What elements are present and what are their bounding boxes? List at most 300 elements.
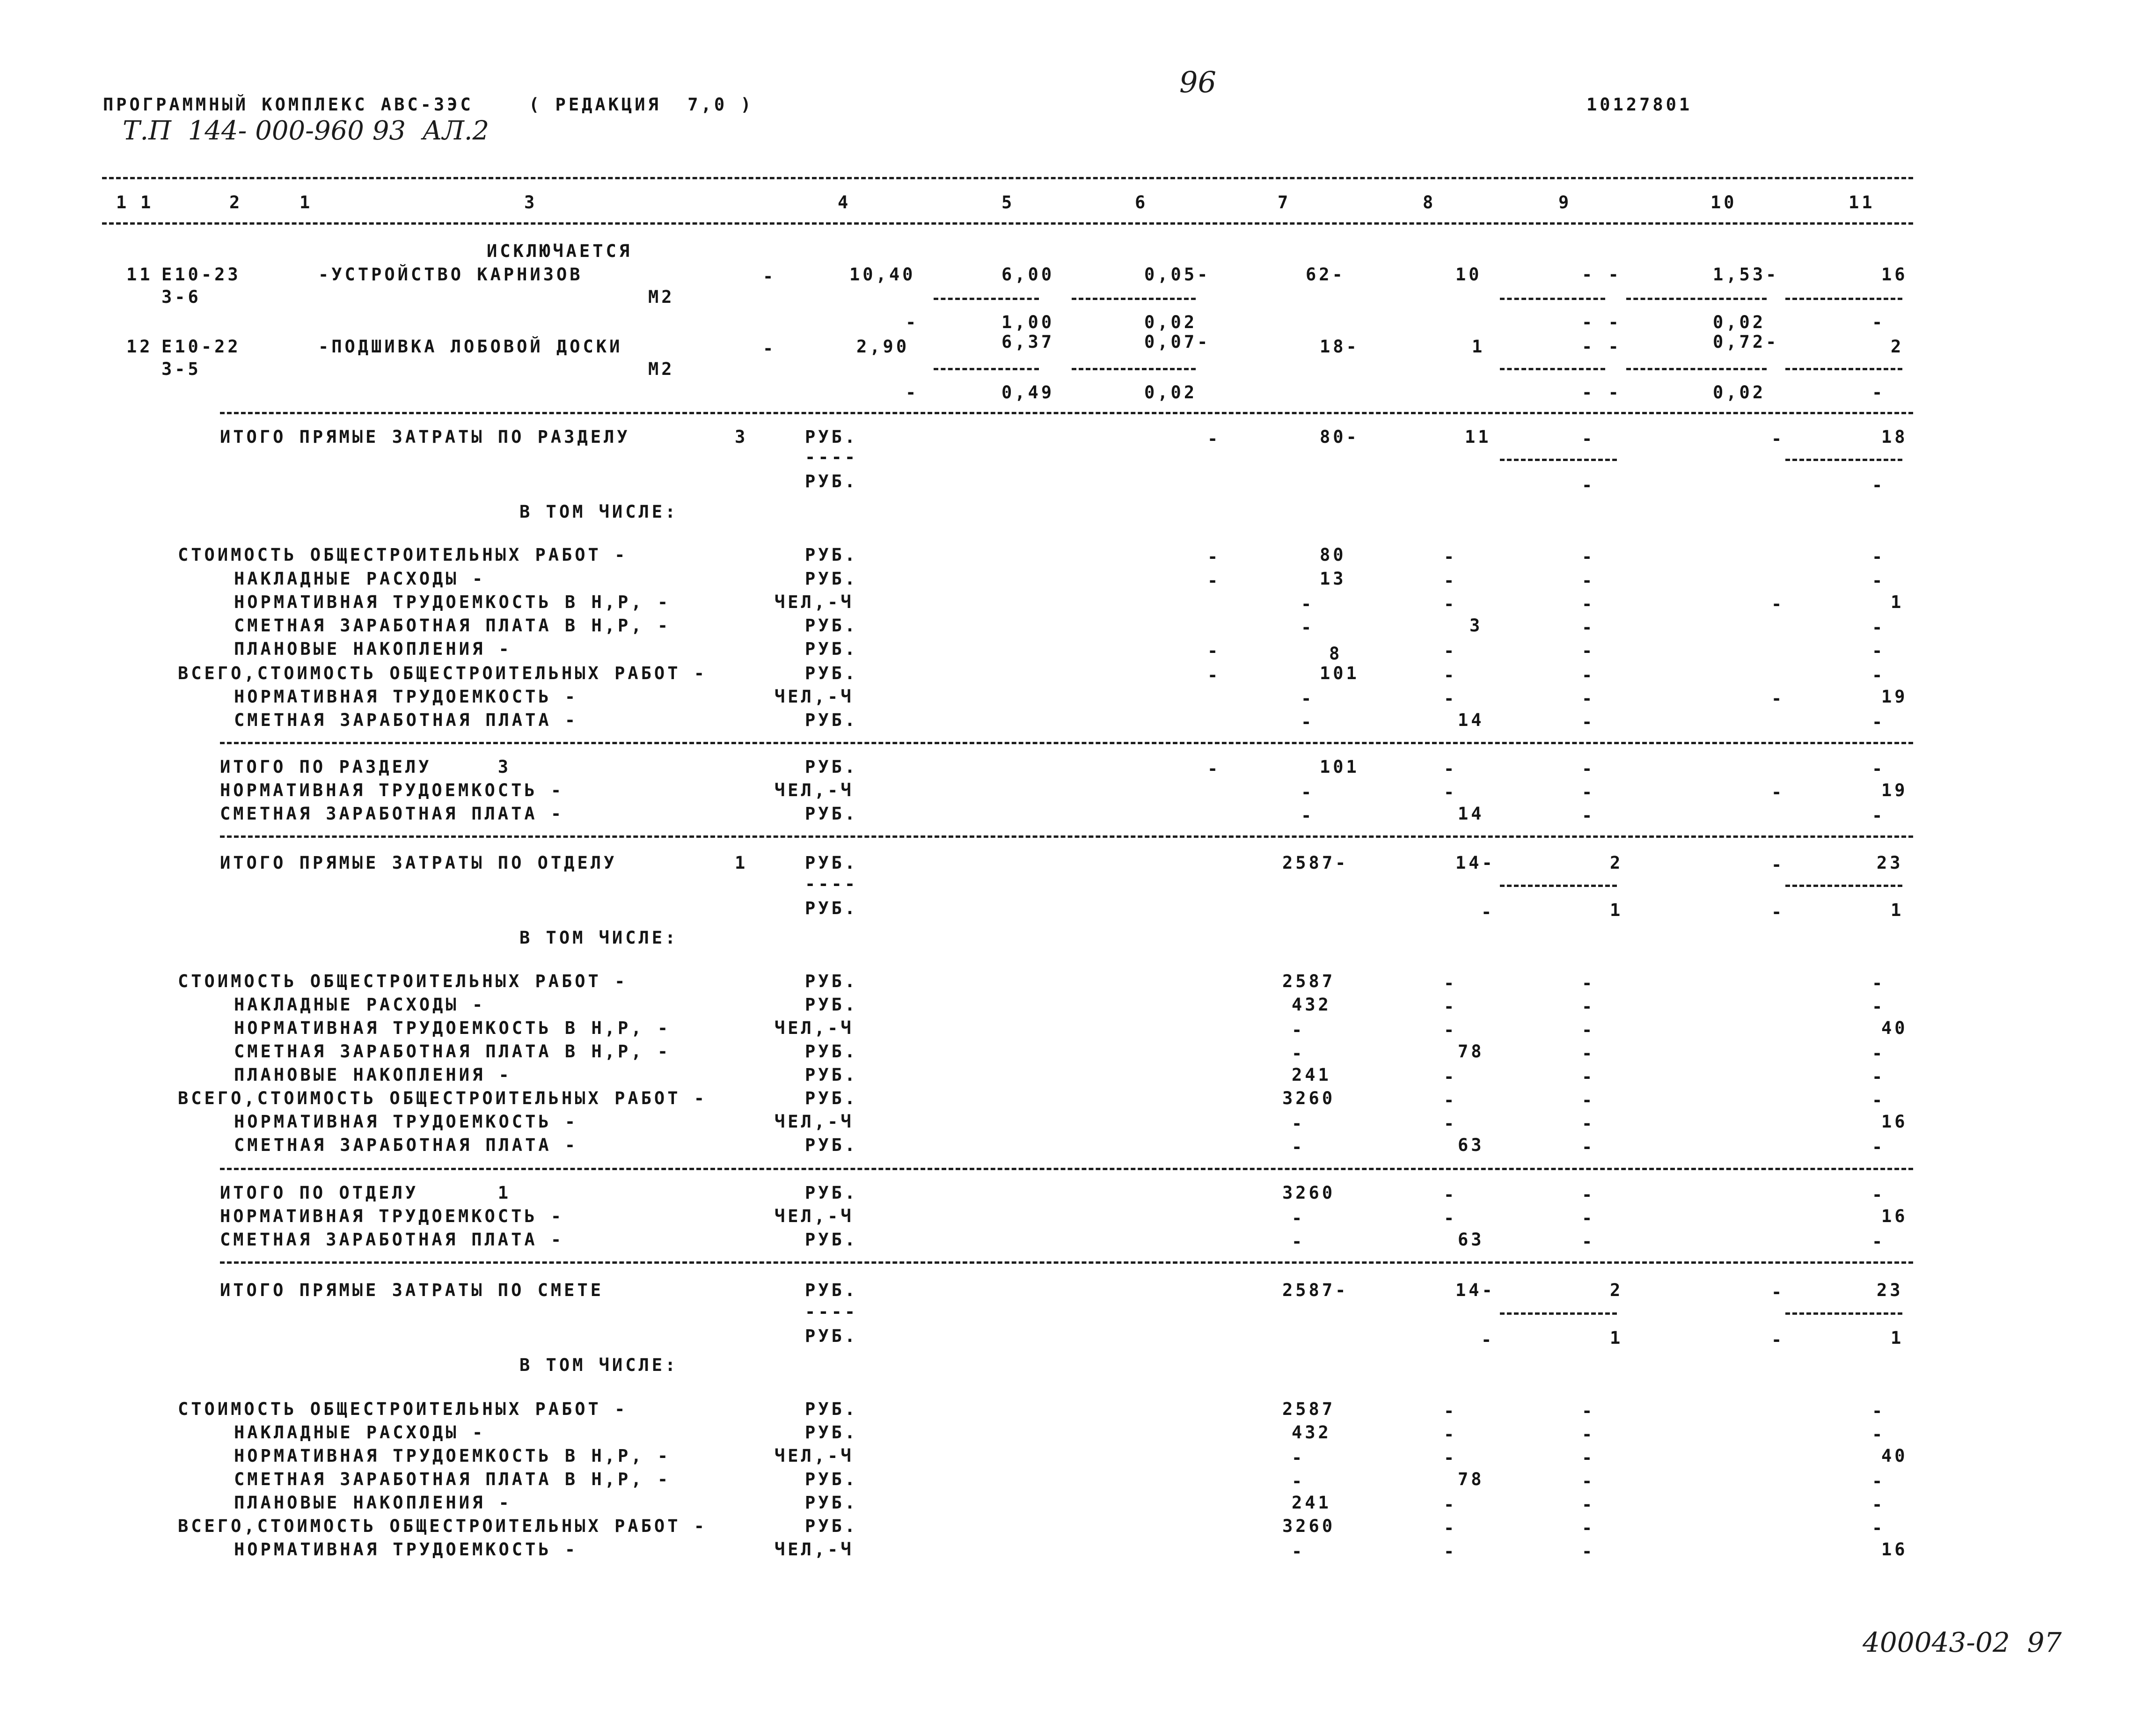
row-c11: - <box>1872 571 1886 591</box>
rule <box>1785 368 1902 370</box>
row-label: НОРМАТИВНАЯ ТРУДОЕМКОСТЬ В Н,Р, - <box>234 1018 671 1038</box>
row-c9: - <box>1582 641 1595 661</box>
total-c8b: - <box>1481 902 1495 922</box>
rule <box>1500 1312 1617 1315</box>
item-c8: 10 <box>1455 264 1482 285</box>
row-c9: - <box>1582 1067 1595 1087</box>
row-c7: - <box>1292 1113 1305 1134</box>
row-c8: 63 <box>1458 1135 1484 1155</box>
item-qty: 2,90 <box>856 337 910 357</box>
item-r2-dash: - <box>906 312 919 332</box>
rule <box>1072 298 1196 300</box>
row-c10: - <box>1771 782 1785 802</box>
row-unit: РУБ. <box>805 1230 858 1250</box>
total-c11b: 1 <box>1891 900 1904 920</box>
row-c11: 1 <box>1891 592 1904 612</box>
row-label: ВСЕГО,СТОИМОСТЬ ОБЩЕСТРОИТЕЛЬНЫХ РАБОТ - <box>178 1516 708 1536</box>
row-c9: - <box>1582 1208 1595 1228</box>
row-c7: 432 <box>1292 995 1331 1015</box>
row-label: НОРМАТИВНАЯ ТРУДОЕМКОСТЬ - <box>220 780 564 800</box>
row-c7: - <box>1292 1020 1305 1040</box>
row-label: НОРМАТИВНАЯ ТРУДОЕМКОСТЬ - <box>234 1112 578 1132</box>
including-heading: В ТОМ ЧИСЛЕ: <box>519 928 679 948</box>
row-c9: - <box>1582 1401 1595 1421</box>
row-c6: - <box>1207 665 1221 685</box>
row-c9: - <box>1582 1090 1595 1110</box>
row-c9: - <box>1582 1518 1595 1538</box>
row-c9: - <box>1582 712 1595 732</box>
total-c10: - <box>1771 429 1785 449</box>
item-number: 11 <box>126 264 153 285</box>
row-label: НОРМАТИВНАЯ ТРУДОЕМКОСТЬ - <box>220 1206 564 1226</box>
row-c9: - <box>1582 806 1595 826</box>
row-c8: - <box>1444 641 1457 661</box>
rule <box>1500 885 1617 887</box>
row-c8: - <box>1444 1185 1457 1205</box>
including-heading: В ТОМ ЧИСЛЕ: <box>519 502 679 522</box>
row-c9: - <box>1582 1185 1595 1205</box>
row-c9: - <box>1582 594 1595 614</box>
row-c8: - <box>1444 973 1457 993</box>
row-label: ПЛАНОВЫЕ НАКОПЛЕНИЯ - <box>234 1493 512 1513</box>
row-unit: РУБ. <box>805 1399 858 1419</box>
unit-separator: ---- <box>805 1302 858 1322</box>
row-unit: РУБ. <box>805 545 858 565</box>
row-label: СТОИМОСТЬ ОБЩЕСТРОИТЕЛЬНЫХ РАБОТ - <box>178 1399 628 1419</box>
row-c10: - <box>1771 689 1785 709</box>
row-c7: 3260 <box>1282 1183 1336 1203</box>
row-unit: ЧЕЛ,-Ч <box>775 780 854 800</box>
row-c8: 3 <box>1469 615 1483 636</box>
row-c7: 2587 <box>1282 971 1336 991</box>
item-c7: 18- <box>1320 337 1359 357</box>
item-c5b: 1,00 <box>1001 312 1055 332</box>
row-unit: РУБ. <box>805 1088 858 1108</box>
row-c7: - <box>1292 1137 1305 1157</box>
item-c10: 1,53- <box>1713 264 1779 285</box>
col-num-3: 3 <box>524 192 538 212</box>
row-c9: - <box>1582 571 1595 591</box>
item-c11: 16 <box>1881 264 1908 285</box>
item-c5b: 0,49 <box>1001 382 1055 403</box>
row-c11: - <box>1872 547 1886 567</box>
row-c9: - <box>1582 1494 1595 1515</box>
rule <box>1072 368 1196 370</box>
total-c11b: - <box>1872 475 1886 495</box>
section-rule <box>220 412 1913 414</box>
item-c9b: - - <box>1582 312 1622 332</box>
total-c9: 2 <box>1610 853 1623 873</box>
item-c7: 62- <box>1306 264 1345 285</box>
item-c10b: 0,02 <box>1713 382 1766 403</box>
row-c7: 13 <box>1320 569 1346 589</box>
row-c11: - <box>1872 1401 1886 1421</box>
total-c10: - <box>1771 1282 1785 1302</box>
item-c8: 1 <box>1472 337 1485 357</box>
total-c11b: 1 <box>1891 1328 1904 1348</box>
row-c7: - <box>1292 1541 1305 1561</box>
item-number: 12 <box>126 337 153 357</box>
edition-label: ( РЕДАКЦИЯ 7,0 ) <box>529 95 754 115</box>
total-unit: РУБ. <box>805 427 858 447</box>
row-c8: 78 <box>1458 1041 1484 1062</box>
row-c11: 16 <box>1881 1112 1908 1132</box>
row-c7: - <box>1301 689 1315 709</box>
row-c11: - <box>1872 806 1886 826</box>
archive-stamp: 400043-02 97 <box>1863 1626 2062 1658</box>
row-label: ВСЕГО,СТОИМОСТЬ ОБЩЕСТРОИТЕЛЬНЫХ РАБОТ - <box>178 663 708 683</box>
row-c9: - <box>1582 996 1595 1017</box>
row-c7: 3260 <box>1282 1516 1336 1536</box>
total-c8b: - <box>1481 1330 1495 1350</box>
row-label: ПЛАНОВЫЕ НАКОПЛЕНИЯ - <box>234 639 512 659</box>
row-unit: РУБ. <box>805 1516 858 1536</box>
item-qty: 10,40 <box>849 264 916 285</box>
row-unit: РУБ. <box>805 615 858 636</box>
row-unit: РУБ. <box>805 757 858 777</box>
row-c9: - <box>1582 1424 1595 1444</box>
row-label: ИТОГО ПО РАЗДЕЛУ 3 <box>220 757 512 777</box>
row-c11: 16 <box>1881 1206 1908 1226</box>
row-label: НОРМАТИВНАЯ ТРУДОЕМКОСТЬ В Н,Р, - <box>234 1446 671 1466</box>
header-bottom-rule <box>102 222 1913 225</box>
row-unit: РУБ. <box>805 663 858 683</box>
row-unit: РУБ. <box>805 569 858 589</box>
document-code: 10127801 <box>1586 95 1693 115</box>
row-c9: - <box>1582 1043 1595 1063</box>
row-label: ПЛАНОВЫЕ НАКОПЛЕНИЯ - <box>234 1065 512 1085</box>
row-unit: РУБ. <box>805 1422 858 1443</box>
row-c11: - <box>1872 665 1886 685</box>
row-c8: - <box>1444 782 1457 802</box>
total-c7: 80- <box>1320 427 1359 447</box>
rule <box>1500 459 1617 461</box>
row-c6: - <box>1207 571 1221 591</box>
item-unit: М2 <box>648 287 675 307</box>
item-name: -ПОДШИВКА ЛОБОВОЙ ДОСКИ <box>318 337 623 357</box>
row-label: СМЕТНАЯ ЗАРАБОТНАЯ ПЛАТА - <box>234 710 578 730</box>
total-c7: 2587- <box>1282 1280 1349 1300</box>
page-number: 96 <box>1179 65 1216 99</box>
total-unit-2: РУБ. <box>805 898 858 918</box>
total-c8: 14- <box>1455 1280 1495 1300</box>
col-num-10: 10 <box>1710 192 1737 212</box>
item-c6b: 0,02 <box>1144 382 1198 403</box>
total-number: 1 <box>735 853 748 873</box>
row-label: СТОИМОСТЬ ОБЩЕСТРОИТЕЛЬНЫХ РАБОТ - <box>178 545 628 565</box>
item-c11b: - <box>1872 312 1886 332</box>
total-c9: - <box>1582 429 1595 449</box>
item-note: ИСКЛЮЧАЕТСЯ <box>487 241 633 261</box>
rule <box>1626 298 1767 300</box>
row-c11: - <box>1872 641 1886 661</box>
item-c11b: - <box>1872 382 1886 403</box>
item-subcode: 3-5 <box>161 359 201 379</box>
unit-separator: ---- <box>805 874 858 894</box>
section-rule <box>220 742 1913 744</box>
total-c10b: - <box>1771 902 1785 922</box>
row-c8: - <box>1444 1067 1457 1087</box>
item-c9b: - - <box>1582 382 1622 403</box>
row-c7: - <box>1292 1231 1305 1252</box>
rule <box>1785 298 1902 300</box>
item-r2-dash: - <box>906 382 919 403</box>
row-c8: 14 <box>1458 804 1484 824</box>
row-unit: РУБ. <box>805 995 858 1015</box>
row-c8: - <box>1444 689 1457 709</box>
item-unit: М2 <box>648 359 675 379</box>
row-label: НАКЛАДНЫЕ РАСХОДЫ - <box>234 995 486 1015</box>
row-c11: 40 <box>1881 1446 1908 1466</box>
row-c11: - <box>1872 617 1886 637</box>
rule <box>1500 298 1605 300</box>
row-c8: - <box>1444 547 1457 567</box>
item-c10b: 0,02 <box>1713 312 1766 332</box>
row-c8: - <box>1444 665 1457 685</box>
row-c9: - <box>1582 1113 1595 1134</box>
col-num-7: 7 <box>1278 192 1291 212</box>
col-num-1c: 1 <box>300 192 313 212</box>
item-c9: - - <box>1582 264 1622 285</box>
row-label: СТОИМОСТЬ ОБЩЕСТРОИТЕЛЬНЫХ РАБОТ - <box>178 971 628 991</box>
row-c11: - <box>1872 996 1886 1017</box>
rule <box>1785 459 1902 461</box>
row-c7: 8 <box>1329 644 1343 664</box>
row-c11: 16 <box>1881 1539 1908 1560</box>
row-c7: - <box>1301 712 1315 732</box>
item-c6: 0,05- <box>1144 264 1211 285</box>
row-c11: - <box>1872 1518 1886 1538</box>
row-label: ИТОГО ПО ОТДЕЛУ 1 <box>220 1183 512 1203</box>
row-c7: 101 <box>1320 663 1359 683</box>
row-c8: 14 <box>1458 710 1484 730</box>
row-c9: - <box>1582 547 1595 567</box>
row-label: СМЕТНАЯ ЗАРАБОТНАЯ ПЛАТА - <box>234 1135 578 1155</box>
row-unit: РУБ. <box>805 804 858 824</box>
item-c5: 6,00 <box>1001 264 1055 285</box>
col-num-1b: 1 <box>140 192 154 212</box>
row-c9: - <box>1582 1471 1595 1491</box>
item-c6: 0,07- <box>1144 332 1211 352</box>
row-unit: РУБ. <box>805 971 858 991</box>
row-c9: - <box>1582 973 1595 993</box>
row-c9: - <box>1582 1448 1595 1468</box>
row-unit: РУБ. <box>805 1041 858 1062</box>
row-label: НОРМАТИВНАЯ ТРУДОЕМКОСТЬ - <box>234 687 578 707</box>
col-num-6: 6 <box>1135 192 1148 212</box>
row-unit: РУБ. <box>805 1493 858 1513</box>
row-label: НАКЛАДНЫЕ РАСХОДЫ - <box>234 1422 486 1443</box>
row-c11: - <box>1872 1185 1886 1205</box>
row-c11: 19 <box>1881 780 1908 800</box>
rule <box>1785 885 1902 887</box>
row-c11: 40 <box>1881 1018 1908 1038</box>
row-c8: - <box>1444 1424 1457 1444</box>
row-label: НОРМАТИВНАЯ ТРУДОЕМКОСТЬ - <box>234 1539 578 1560</box>
row-c10: - <box>1771 594 1785 614</box>
row-c6: - <box>1207 759 1221 779</box>
row-c11: - <box>1872 1067 1886 1087</box>
row-c11: - <box>1872 1137 1886 1157</box>
program-title: ПРОГРАММНЫЙ КОМПЛЕКС АВС-3ЭС <box>103 95 474 115</box>
total-c7: 2587- <box>1282 853 1349 873</box>
project-reference: Т.П 144- 000-960 93 АЛ.2 <box>123 116 490 146</box>
row-c7: 101 <box>1320 757 1359 777</box>
rule <box>934 298 1039 300</box>
section-rule <box>220 1261 1913 1264</box>
row-c8: - <box>1444 1020 1457 1040</box>
item-code: Е10-22 <box>161 337 241 357</box>
including-heading: В ТОМ ЧИСЛЕ: <box>519 1355 679 1375</box>
total-unit: РУБ. <box>805 1280 858 1300</box>
row-label: СМЕТНАЯ ЗАРАБОТНАЯ ПЛАТА В Н,Р, - <box>234 1469 671 1489</box>
item-subcode: 3-6 <box>161 287 201 307</box>
total-label: ИТОГО ПРЯМЫЕ ЗАТРАТЫ ПО ОТДЕЛУ <box>220 853 617 873</box>
row-c9: - <box>1582 689 1595 709</box>
row-c8: - <box>1444 1518 1457 1538</box>
row-c9: - <box>1582 665 1595 685</box>
row-unit: РУБ. <box>805 1469 858 1489</box>
row-label: СМЕТНАЯ ЗАРАБОТНАЯ ПЛАТА - <box>220 1230 564 1250</box>
row-c11: - <box>1872 759 1886 779</box>
row-c11: - <box>1872 1090 1886 1110</box>
item-c10: 0,72- <box>1713 332 1779 352</box>
row-c11: - <box>1872 1471 1886 1491</box>
unit-separator: ---- <box>805 447 858 467</box>
row-c7: - <box>1292 1471 1305 1491</box>
col-num-4: 4 <box>838 192 851 212</box>
total-c11: 23 <box>1877 853 1903 873</box>
row-unit: РУБ. <box>805 1065 858 1085</box>
row-c11: - <box>1872 1424 1886 1444</box>
row-c7: 432 <box>1292 1422 1331 1443</box>
row-c9: - <box>1582 1137 1595 1157</box>
total-c10: - <box>1771 855 1785 875</box>
row-c9: - <box>1582 759 1595 779</box>
row-c9: - <box>1582 617 1595 637</box>
row-c7: 80 <box>1320 545 1346 565</box>
row-unit: РУБ. <box>805 639 858 659</box>
row-c6: - <box>1207 641 1221 661</box>
item-c11: 2 <box>1891 337 1904 357</box>
row-c7: 3260 <box>1282 1088 1336 1108</box>
total-c9: 2 <box>1610 1280 1623 1300</box>
row-unit: ЧЕЛ,-Ч <box>775 1206 854 1226</box>
row-c8: - <box>1444 594 1457 614</box>
row-c7: - <box>1292 1448 1305 1468</box>
item-c4-dash: - <box>763 266 776 286</box>
row-c8: - <box>1444 1208 1457 1228</box>
row-c7: - <box>1301 594 1315 614</box>
rule <box>1626 368 1767 370</box>
rule <box>934 368 1039 370</box>
total-c9b: 1 <box>1610 1328 1623 1348</box>
row-c7: - <box>1292 1043 1305 1063</box>
row-c7: 241 <box>1292 1493 1331 1513</box>
row-unit: РУБ. <box>805 710 858 730</box>
row-c9: - <box>1582 1020 1595 1040</box>
total-c10b: - <box>1771 1330 1785 1350</box>
row-c7: - <box>1292 1208 1305 1228</box>
row-c11: - <box>1872 712 1886 732</box>
col-num-2: 2 <box>229 192 243 212</box>
row-label: СМЕТНАЯ ЗАРАБОТНАЯ ПЛАТА В Н,Р, - <box>234 1041 671 1062</box>
row-unit: РУБ. <box>805 1183 858 1203</box>
row-c11: - <box>1872 973 1886 993</box>
row-unit: ЧЕЛ,-Ч <box>775 1539 854 1560</box>
row-c8: - <box>1444 1113 1457 1134</box>
total-label: ИТОГО ПРЯМЫЕ ЗАТРАТЫ ПО СМЕТЕ <box>220 1280 604 1300</box>
table-top-rule <box>102 177 1913 179</box>
row-c11: - <box>1872 1494 1886 1515</box>
row-unit: РУБ. <box>805 1135 858 1155</box>
row-c9: - <box>1582 1231 1595 1252</box>
row-c11: 19 <box>1881 687 1908 707</box>
row-c8: - <box>1444 1448 1457 1468</box>
row-label: СМЕТНАЯ ЗАРАБОТНАЯ ПЛАТА В Н,Р, - <box>234 615 671 636</box>
total-unit-2: РУБ. <box>805 1326 858 1346</box>
total-c8: 14- <box>1455 853 1495 873</box>
row-c8: - <box>1444 1090 1457 1110</box>
total-unit: РУБ. <box>805 853 858 873</box>
row-c7: - <box>1301 617 1315 637</box>
row-c6: - <box>1207 547 1221 567</box>
row-c7: - <box>1301 782 1315 802</box>
item-c5: 6,37 <box>1001 332 1055 352</box>
row-c9: - <box>1582 782 1595 802</box>
total-c11: 18 <box>1881 427 1908 447</box>
row-c8: - <box>1444 759 1457 779</box>
col-num-8: 8 <box>1423 192 1436 212</box>
col-num-9: 9 <box>1558 192 1572 212</box>
row-unit: ЧЕЛ,-Ч <box>775 1018 854 1038</box>
row-c8: - <box>1444 1494 1457 1515</box>
col-num-5: 5 <box>1001 192 1015 212</box>
rule <box>1785 1312 1902 1315</box>
row-c8: 78 <box>1458 1469 1484 1489</box>
row-unit: ЧЕЛ,-Ч <box>775 592 854 612</box>
total-c8: 11 <box>1465 427 1491 447</box>
total-c11: 23 <box>1877 1280 1903 1300</box>
row-c11: - <box>1872 1231 1886 1252</box>
total-unit-2: РУБ. <box>805 471 858 491</box>
section-rule <box>220 835 1913 838</box>
rule <box>1500 368 1605 370</box>
item-code: Е10-23 <box>161 264 241 285</box>
total-c9b: - <box>1582 475 1595 495</box>
col-num-11: 11 <box>1849 192 1875 212</box>
row-unit: ЧЕЛ,-Ч <box>775 687 854 707</box>
row-c8: - <box>1444 996 1457 1017</box>
section-rule <box>220 1168 1913 1170</box>
item-c9: - - <box>1582 337 1622 357</box>
row-label: НОРМАТИВНАЯ ТРУДОЕМКОСТЬ В Н,Р, - <box>234 592 671 612</box>
row-label: ВСЕГО,СТОИМОСТЬ ОБЩЕСТРОИТЕЛЬНЫХ РАБОТ - <box>178 1088 708 1108</box>
row-c8: - <box>1444 571 1457 591</box>
total-c6: - <box>1207 429 1221 449</box>
row-c8: - <box>1444 1401 1457 1421</box>
item-c6b: 0,02 <box>1144 312 1198 332</box>
row-label: СМЕТНАЯ ЗАРАБОТНАЯ ПЛАТА - <box>220 804 564 824</box>
row-c9: - <box>1582 1541 1595 1561</box>
row-unit: ЧЕЛ,-Ч <box>775 1446 854 1466</box>
row-c8: 63 <box>1458 1230 1484 1250</box>
total-c9b: 1 <box>1610 900 1623 920</box>
row-c7: - <box>1301 806 1315 826</box>
row-c7: 2587 <box>1282 1399 1336 1419</box>
total-number: 3 <box>735 427 748 447</box>
row-c7: 241 <box>1292 1065 1331 1085</box>
